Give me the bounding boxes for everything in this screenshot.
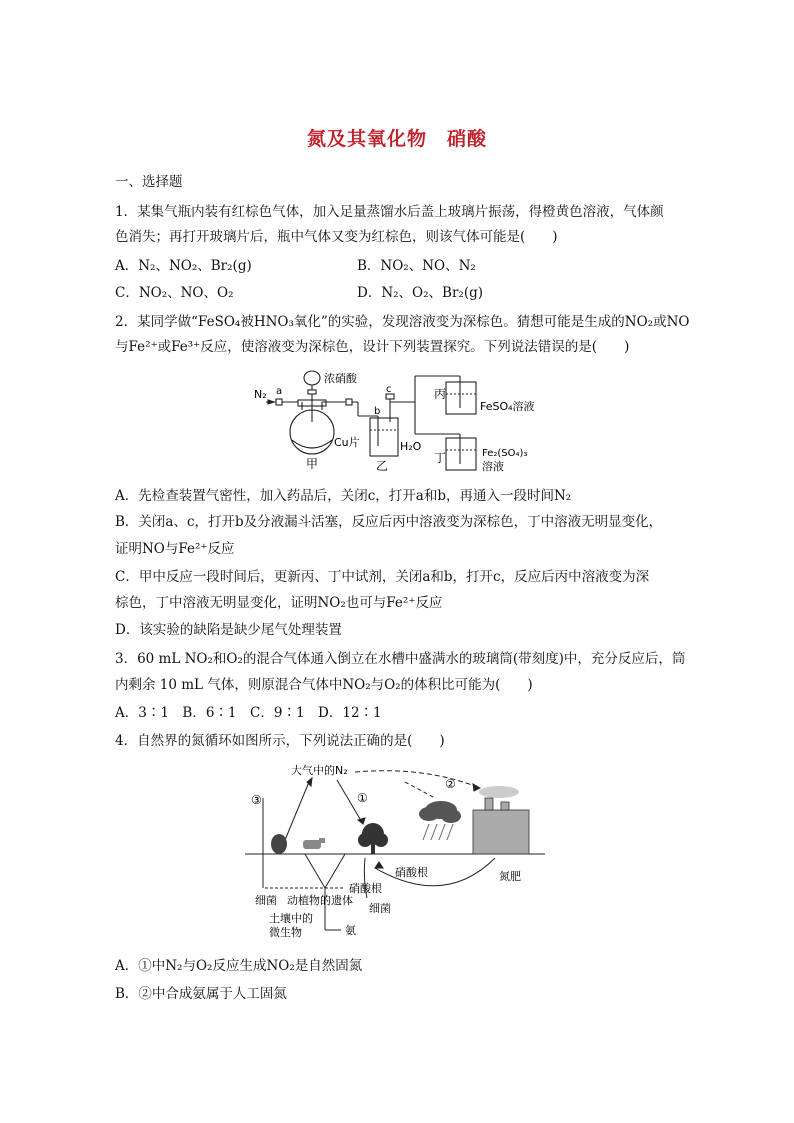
label-bacteria-1: 细菌 <box>255 894 277 907</box>
label-soil-microbes-1: 土壤中的 <box>269 912 313 925</box>
q2-option-c-line2: 棕色，丁中溶液无明显变化，证明NO₂也可与Fe²⁺反应 <box>115 595 443 611</box>
label-jia: 甲 <box>306 457 319 471</box>
nitrogen-cycle-diagram <box>245 758 555 940</box>
q2-option-b-line1: B．关闭a、c，打开b及分液漏斗活塞，反应后丙中溶液变为深棕色，丁中溶液无明显变化， <box>115 514 663 530</box>
label-cu-sheet: Cu片 <box>334 436 360 449</box>
q1-option-b: B．NO₂、NO、N₂ <box>357 258 476 274</box>
label-fertilizer: 氮肥 <box>499 870 521 883</box>
label-remains: 动植物的遗体 <box>287 894 353 907</box>
label-solution: 溶液 <box>482 460 504 473</box>
section-heading: 一、选择题 <box>115 174 183 190</box>
label-conc-nitric-acid: 浓硝酸 <box>324 372 357 385</box>
q2-option-b-line2: 证明NO与Fe²⁺反应 <box>115 541 235 557</box>
label-soil-microbes-2: 微生物 <box>269 926 302 939</box>
q1-option-c: C．NO₂、NO、O₂ <box>115 285 234 301</box>
label-ammonia: 氨 <box>345 924 356 937</box>
label-bacteria-2: 细菌 <box>369 902 391 915</box>
label-valve-c: c <box>386 384 392 395</box>
label-nitrate-1: 硝酸根 <box>395 866 428 879</box>
label-valve-a: a <box>276 386 283 397</box>
q1-option-d: D．N₂、O₂、Br₂(g) <box>357 285 483 301</box>
label-yi: 乙 <box>376 459 389 473</box>
label-n2: N₂ <box>254 388 267 401</box>
label-marker-2: ② <box>445 777 456 791</box>
label-feso4-solution: FeSO₄溶液 <box>480 400 535 413</box>
label-marker-1: ① <box>357 791 368 805</box>
q2-option-d: D．该实验的缺陷是缺少尾气处理装置 <box>115 622 342 638</box>
label-marker-3: ③ <box>251 793 262 807</box>
q2-option-a: A．先检查装置气密性，加入药品后，关闭c，打开a和b，再通入一段时间N₂ <box>115 488 572 504</box>
q2-stem-line1: 2．某同学做“FeSO₄被HNO₃氧化”的实验，发现溶液变为深棕色。猜想可能是生成的NO₂或NO <box>115 314 690 330</box>
q3-stem-line2: 内剩余 10 mL 气体，则原混合气体中NO₂与O₂的体积比可能为( ) <box>115 677 533 693</box>
q4-option-a: A．①中N₂与O₂反应生成NO₂是自然固氮 <box>115 958 363 974</box>
label-bing: 丙 <box>434 387 447 401</box>
label-h2o: H₂O <box>400 440 422 453</box>
label-atmospheric-n2: 大气中的N₂ <box>291 764 348 777</box>
q1-option-a: A．N₂、NO₂、Br₂(g) <box>115 258 252 274</box>
q3-stem-line1: 3．60 mL NO₂和O₂的混合气体通入倒立在水槽中盛满水的玻璃筒(带刻度)中，充分反应后，筒 <box>115 651 686 667</box>
q4-stem: 4．自然界的氮循环如图所示，下列说法正确的是( ) <box>115 733 445 749</box>
apparatus-diagram <box>250 364 570 474</box>
q4-option-b: B．②中合成氨属于人工固氮 <box>115 986 287 1002</box>
page-title: 氮及其氧化物 硝酸 <box>306 128 487 150</box>
label-valve-b: b <box>374 406 381 417</box>
q1-stem-line2: 色消失；再打开玻璃片后，瓶中气体又变为红棕色，则该气体可能是( ) <box>115 229 558 245</box>
q3-options: A．3∶1 B．6∶1 C．9∶1 D．12∶1 <box>115 705 382 721</box>
q2-stem-line2: 与Fe²⁺或Fe³⁺反应，使溶液变为深棕色，设计下列装置探究。下列说法错误的是( ) <box>115 339 630 355</box>
label-ding: 丁 <box>434 451 447 465</box>
label-fe2so43: Fe₂(SO₄)₃ <box>482 448 528 459</box>
q2-option-c-line1: C．甲中反应一段时间后，更新丙、丁中试剂，关闭a和b，打开c，反应后丙中溶液变为深 <box>115 569 650 585</box>
label-nitrate-2: 硝酸根 <box>349 882 382 895</box>
q1-stem-line1: 1．某集气瓶内装有红棕色气体，加入足量蒸馏水后盖上玻璃片振荡，得橙黄色溶液，气体颜 <box>115 204 664 220</box>
